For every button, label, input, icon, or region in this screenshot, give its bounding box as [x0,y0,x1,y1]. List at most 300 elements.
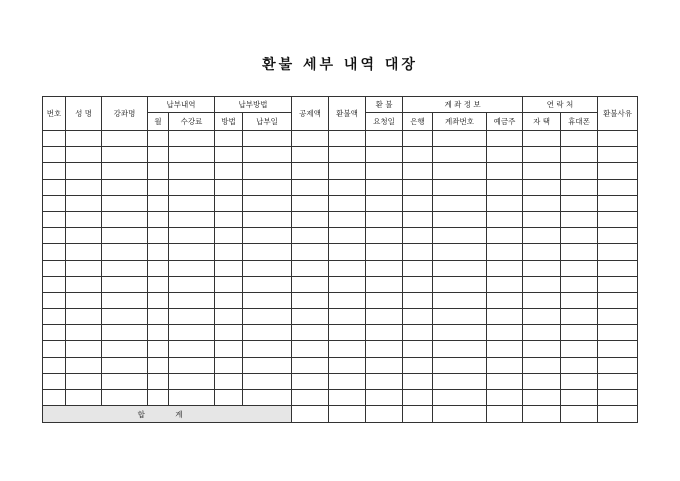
table-cell[interactable] [43,211,66,227]
table-cell[interactable] [433,292,487,308]
table-cell[interactable] [433,211,487,227]
table-cell[interactable] [523,195,561,211]
table-cell[interactable] [433,244,487,260]
table-cell[interactable] [43,309,66,325]
table-cell[interactable] [102,260,148,276]
table-cell[interactable] [292,276,329,292]
table-cell[interactable] [403,292,433,308]
table-cell[interactable] [433,131,487,147]
table-cell[interactable] [598,179,638,195]
table-cell[interactable] [43,228,66,244]
table-cell[interactable] [43,292,66,308]
table-cell[interactable] [215,292,243,308]
table-cell[interactable] [43,131,66,147]
header-name: 성 명 [66,97,102,131]
table-cell[interactable] [243,195,292,211]
table-cell[interactable] [366,325,403,341]
table-cell[interactable] [487,390,523,406]
table-cell[interactable] [102,195,148,211]
table-cell[interactable] [66,228,102,244]
table-cell[interactable] [403,195,433,211]
table-cell[interactable] [403,131,433,147]
table-row [43,390,638,406]
table-cell[interactable] [523,131,561,147]
table-cell[interactable] [243,211,292,227]
table-cell[interactable] [523,292,561,308]
table-cell[interactable] [403,147,433,163]
table-cell[interactable] [243,163,292,179]
table-cell[interactable] [148,131,169,147]
table-cell[interactable] [243,325,292,341]
table-cell[interactable] [169,357,215,373]
table-cell[interactable] [561,244,598,260]
table-cell[interactable] [43,341,66,357]
table-cell[interactable] [561,341,598,357]
total-cell[interactable] [523,406,561,423]
table-cell[interactable] [148,179,169,195]
table-cell[interactable] [243,390,292,406]
header-payment-method: 납부방법 [215,97,292,113]
table-cell[interactable] [598,276,638,292]
table-cell[interactable] [403,163,433,179]
table-cell[interactable] [366,357,403,373]
table-cell[interactable] [329,325,366,341]
table-cell[interactable] [329,373,366,389]
header-bank: 은행 [403,113,433,131]
table-cell[interactable] [169,260,215,276]
table-cell[interactable] [366,292,403,308]
table-cell[interactable] [487,325,523,341]
table-cell[interactable] [43,276,66,292]
table-cell[interactable] [403,179,433,195]
table-cell[interactable] [561,195,598,211]
table-row [43,276,638,292]
table-cell[interactable] [487,292,523,308]
table-cell[interactable] [598,211,638,227]
table-cell[interactable] [433,309,487,325]
table-cell[interactable] [215,131,243,147]
table-cell[interactable] [366,390,403,406]
table-cell[interactable] [523,163,561,179]
table-cell[interactable] [329,179,366,195]
table-cell[interactable] [292,179,329,195]
table-cell[interactable] [43,195,66,211]
table-cell[interactable] [487,357,523,373]
table-cell[interactable] [598,228,638,244]
table-cell[interactable] [66,179,102,195]
table-cell[interactable] [403,260,433,276]
table-cell[interactable] [487,260,523,276]
table-cell[interactable] [148,309,169,325]
table-cell[interactable] [43,373,66,389]
table-cell[interactable] [292,228,329,244]
table-cell[interactable] [329,276,366,292]
table-cell[interactable] [66,211,102,227]
table-cell[interactable] [215,228,243,244]
table-cell[interactable] [169,325,215,341]
table-cell[interactable] [329,390,366,406]
table-cell[interactable] [561,309,598,325]
table-cell[interactable] [329,163,366,179]
table-cell[interactable] [243,341,292,357]
table-cell[interactable] [523,244,561,260]
table-cell[interactable] [243,309,292,325]
table-cell[interactable] [292,260,329,276]
table-cell[interactable] [561,147,598,163]
table-cell[interactable] [329,292,366,308]
table-cell[interactable] [487,179,523,195]
table-cell[interactable] [292,357,329,373]
table-cell[interactable] [366,179,403,195]
table-cell[interactable] [215,373,243,389]
total-cell[interactable] [366,406,403,423]
table-cell[interactable] [102,373,148,389]
table-cell[interactable] [487,195,523,211]
table-cell[interactable] [329,211,366,227]
total-cell[interactable] [329,406,366,423]
table-cell[interactable] [215,276,243,292]
table-cell[interactable] [43,260,66,276]
total-cell[interactable] [403,406,433,423]
table-cell[interactable] [329,341,366,357]
table-cell[interactable] [561,131,598,147]
table-cell[interactable] [433,260,487,276]
header-depositor: 예금주 [487,113,523,131]
header-row-1 [43,97,638,113]
table-cell[interactable] [329,147,366,163]
table-cell[interactable] [292,131,329,147]
table-cell[interactable] [215,179,243,195]
table-cell[interactable] [403,211,433,227]
table-cell[interactable] [102,163,148,179]
table-cell[interactable] [366,195,403,211]
table-cell[interactable] [169,228,215,244]
table-cell[interactable] [148,211,169,227]
table-cell[interactable] [169,131,215,147]
total-cell[interactable] [598,406,638,423]
table-cell[interactable] [66,390,102,406]
header-mobile-phone: 휴대폰 [561,113,598,131]
table-cell[interactable] [102,179,148,195]
header-no: 번호 [43,97,66,131]
table-cell[interactable] [215,244,243,260]
table-cell[interactable] [66,325,102,341]
table-cell[interactable] [487,373,523,389]
table-cell[interactable] [215,195,243,211]
table-cell[interactable] [598,195,638,211]
table-cell[interactable] [433,276,487,292]
table-cell[interactable] [433,179,487,195]
table-cell[interactable] [102,131,148,147]
total-row [43,406,638,423]
table-cell[interactable] [243,260,292,276]
table-cell[interactable] [66,260,102,276]
table-cell[interactable] [169,211,215,227]
table-cell[interactable] [148,147,169,163]
table-cell[interactable] [487,147,523,163]
table-cell[interactable] [598,341,638,357]
table-cell[interactable] [598,325,638,341]
table-cell[interactable] [148,260,169,276]
table-cell[interactable] [561,357,598,373]
table-cell[interactable] [487,131,523,147]
table-cell[interactable] [433,147,487,163]
table-cell[interactable] [148,195,169,211]
table-cell[interactable] [561,163,598,179]
table-cell[interactable] [169,163,215,179]
table-cell[interactable] [169,292,215,308]
total-cell[interactable] [561,406,598,423]
table-cell[interactable] [292,211,329,227]
table-cell[interactable] [66,373,102,389]
table-cell[interactable] [366,341,403,357]
table-cell[interactable] [598,357,638,373]
table-cell[interactable] [215,163,243,179]
table-cell[interactable] [43,390,66,406]
table-cell[interactable] [329,260,366,276]
table-cell[interactable] [43,179,66,195]
table-cell[interactable] [148,292,169,308]
table-cell[interactable] [366,163,403,179]
table-cell[interactable] [169,195,215,211]
table-cell[interactable] [243,276,292,292]
table-cell[interactable] [561,292,598,308]
table-cell[interactable] [598,244,638,260]
table-cell[interactable] [598,147,638,163]
table-cell[interactable] [66,309,102,325]
table-cell[interactable] [487,276,523,292]
table-cell[interactable] [523,309,561,325]
table-cell[interactable] [148,390,169,406]
table-cell[interactable] [148,276,169,292]
table-cell[interactable] [292,163,329,179]
table-cell[interactable] [433,228,487,244]
table-cell[interactable] [148,163,169,179]
table-cell[interactable] [561,325,598,341]
table-cell[interactable] [403,357,433,373]
table-cell[interactable] [403,309,433,325]
refund-ledger-table [42,96,638,423]
table-cell[interactable] [102,147,148,163]
table-cell[interactable] [43,147,66,163]
table-cell[interactable] [243,357,292,373]
table-cell[interactable] [66,341,102,357]
table-cell[interactable] [243,131,292,147]
table-cell[interactable] [561,179,598,195]
table-cell[interactable] [487,211,523,227]
table-cell[interactable] [43,163,66,179]
table-cell[interactable] [487,228,523,244]
table-cell[interactable] [366,228,403,244]
table-cell[interactable] [523,179,561,195]
table-cell[interactable] [598,131,638,147]
table-cell[interactable] [215,260,243,276]
table-cell[interactable] [169,373,215,389]
table-cell[interactable] [102,309,148,325]
table-cell[interactable] [169,179,215,195]
table-row [43,325,638,341]
table-cell[interactable] [169,390,215,406]
table-cell[interactable] [66,357,102,373]
table-cell[interactable] [243,179,292,195]
table-cell[interactable] [598,309,638,325]
table-cell[interactable] [561,260,598,276]
table-cell[interactable] [366,131,403,147]
table-cell[interactable] [215,390,243,406]
table-cell[interactable] [403,276,433,292]
total-cell[interactable] [433,406,487,423]
table-cell[interactable] [366,244,403,260]
table-cell[interactable] [169,309,215,325]
table-cell[interactable] [561,211,598,227]
table-cell[interactable] [292,390,329,406]
table-cell[interactable] [169,276,215,292]
table-cell[interactable] [66,244,102,260]
table-cell[interactable] [403,373,433,389]
table-cell[interactable] [598,373,638,389]
table-cell[interactable] [366,147,403,163]
table-row [43,341,638,357]
table-cell[interactable] [102,211,148,227]
table-cell[interactable] [66,195,102,211]
table-cell[interactable] [403,341,433,357]
table-cell[interactable] [243,228,292,244]
table-cell[interactable] [215,341,243,357]
table-cell[interactable] [148,357,169,373]
table-cell[interactable] [243,373,292,389]
table-cell[interactable] [487,244,523,260]
table-row [43,357,638,373]
table-cell[interactable] [433,341,487,357]
table-cell[interactable] [433,373,487,389]
table-cell[interactable] [598,260,638,276]
table-cell[interactable] [243,292,292,308]
table-cell[interactable] [292,244,329,260]
table-cell[interactable] [487,163,523,179]
table-cell[interactable] [487,341,523,357]
table-cell[interactable] [102,390,148,406]
table-cell[interactable] [292,373,329,389]
table-cell[interactable] [561,390,598,406]
table-cell[interactable] [148,325,169,341]
table-row [43,309,638,325]
table-row [43,211,638,227]
table-cell[interactable] [523,325,561,341]
table-cell[interactable] [561,228,598,244]
table-cell[interactable] [329,244,366,260]
table-cell[interactable] [523,373,561,389]
table-cell[interactable] [243,244,292,260]
table-cell[interactable] [523,390,561,406]
table-cell[interactable] [102,292,148,308]
table-cell[interactable] [292,195,329,211]
table-cell[interactable] [523,260,561,276]
table-cell[interactable] [403,325,433,341]
table-cell[interactable] [403,228,433,244]
total-cell[interactable] [292,406,329,423]
table-cell[interactable] [66,163,102,179]
table-cell[interactable] [43,244,66,260]
table-cell[interactable] [366,260,403,276]
table-cell[interactable] [215,325,243,341]
table-cell[interactable] [403,244,433,260]
table-cell[interactable] [523,211,561,227]
table-cell[interactable] [66,292,102,308]
table-cell[interactable] [43,357,66,373]
header-course: 강좌명 [102,97,148,131]
table-cell[interactable] [292,147,329,163]
table-cell[interactable] [102,341,148,357]
table-cell[interactable] [523,276,561,292]
table-cell[interactable] [102,244,148,260]
table-cell[interactable] [148,373,169,389]
table-cell[interactable] [561,373,598,389]
table-cell[interactable] [598,163,638,179]
table-cell[interactable] [523,147,561,163]
table-cell[interactable] [433,163,487,179]
table-cell[interactable] [366,211,403,227]
table-cell[interactable] [598,390,638,406]
table-cell[interactable] [329,309,366,325]
table-cell[interactable] [102,357,148,373]
table-cell[interactable] [433,195,487,211]
table-cell[interactable] [292,309,329,325]
table-cell[interactable] [598,292,638,308]
table-cell[interactable] [366,309,403,325]
table-cell[interactable] [329,195,366,211]
table-cell[interactable] [561,276,598,292]
table-cell[interactable] [433,357,487,373]
table-cell[interactable] [329,357,366,373]
table-cell[interactable] [292,325,329,341]
table-cell[interactable] [43,325,66,341]
table-cell[interactable] [366,276,403,292]
table-cell[interactable] [169,341,215,357]
table-cell[interactable] [215,357,243,373]
table-cell[interactable] [215,147,243,163]
table-cell[interactable] [487,309,523,325]
table-row [43,179,638,195]
table-cell[interactable] [169,147,215,163]
table-cell[interactable] [66,276,102,292]
table-cell[interactable] [102,228,148,244]
table-cell[interactable] [148,341,169,357]
table-cell[interactable] [366,373,403,389]
table-cell[interactable] [102,325,148,341]
table-cell[interactable] [215,309,243,325]
table-cell[interactable] [523,341,561,357]
table-cell[interactable] [523,228,561,244]
table-cell[interactable] [433,325,487,341]
table-cell[interactable] [66,131,102,147]
table-cell[interactable] [148,228,169,244]
table-cell[interactable] [329,228,366,244]
table-cell[interactable] [243,147,292,163]
table-cell[interactable] [523,357,561,373]
header-refund-amount: 환불액 [329,97,366,131]
total-cell[interactable] [487,406,523,423]
table-cell[interactable] [292,341,329,357]
table-cell[interactable] [148,244,169,260]
table-cell[interactable] [215,211,243,227]
table-cell[interactable] [102,276,148,292]
table-cell[interactable] [292,292,329,308]
table-cell[interactable] [403,390,433,406]
table-cell[interactable] [433,390,487,406]
table-cell[interactable] [66,147,102,163]
table-cell[interactable] [169,244,215,260]
table-cell[interactable] [329,131,366,147]
